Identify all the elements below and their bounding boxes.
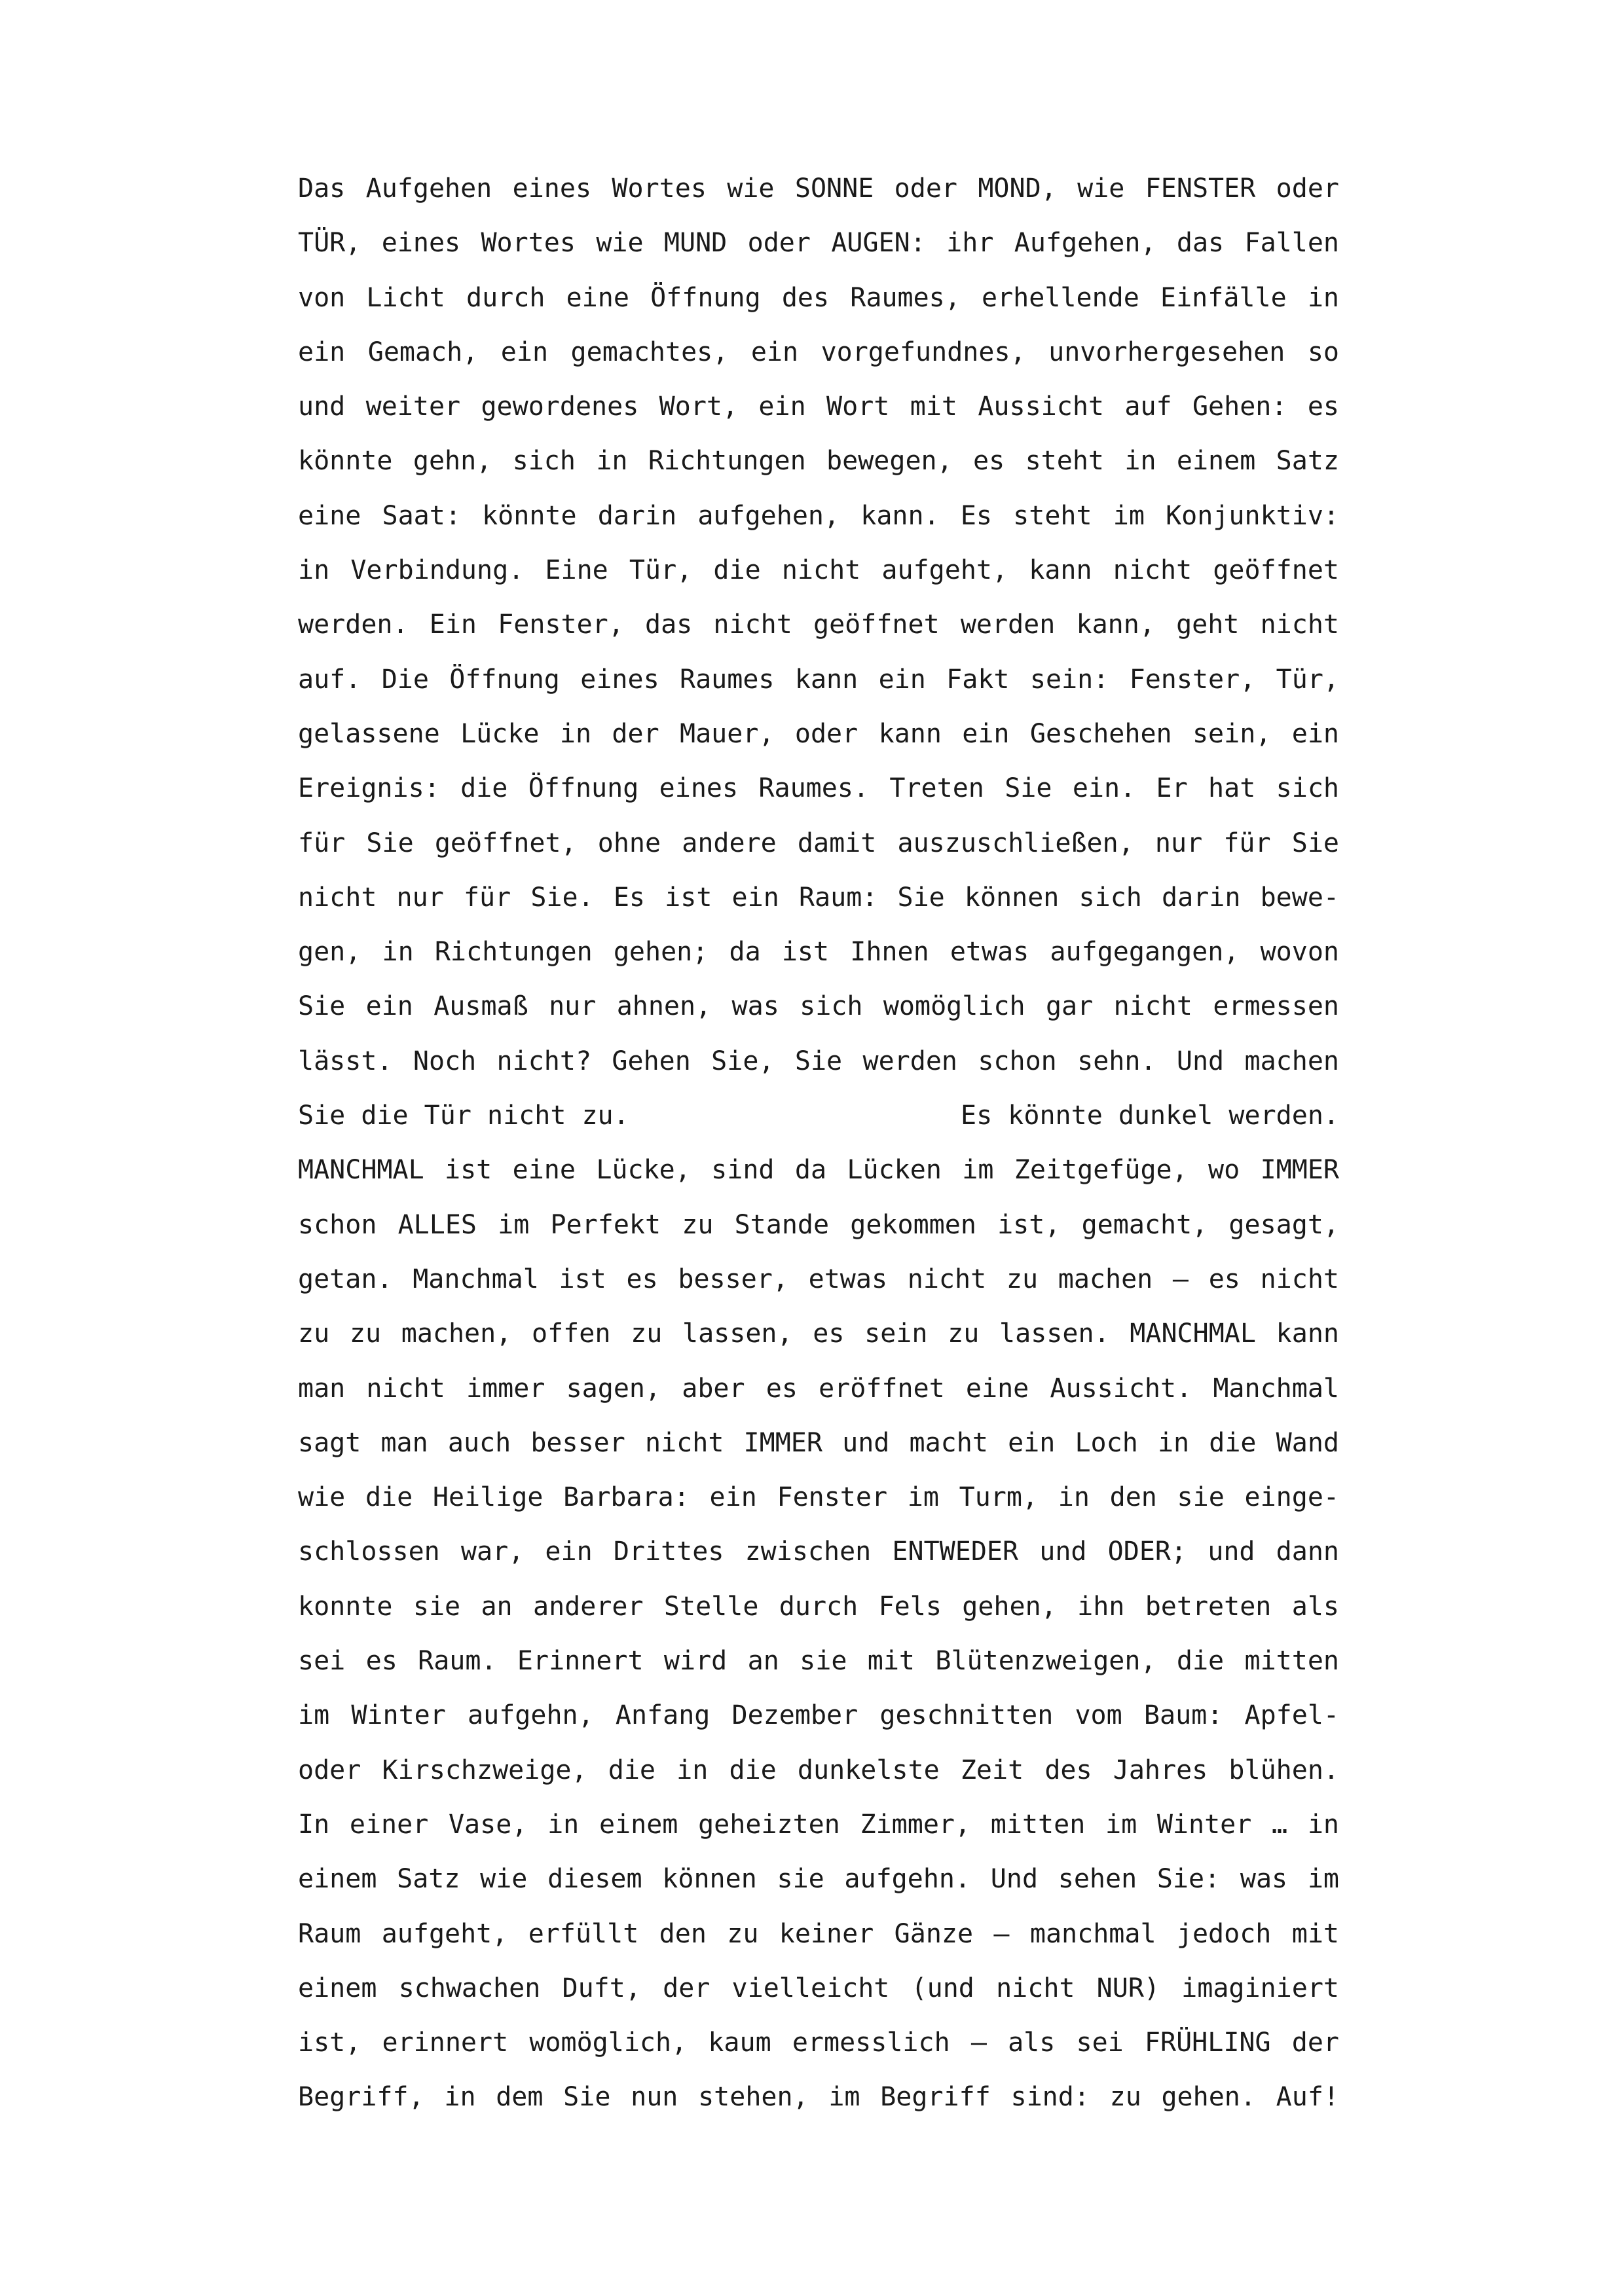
text-line: schon ALLES im Perfekt zu Stande gekommen ist, gemacht, gesagt, — [298, 1209, 1339, 1240]
text-line: einem Satz wie diesem können sie aufgehn. Und sehen Sie: was im — [298, 1864, 1339, 1895]
text-line: und weiter gewordenes Wort, ein Wort mit Aussicht auf Gehen: es — [298, 392, 1339, 422]
text-line: im Winter aufgehn, Anfang Dezember geschnitten vom Baum: Apfel- — [298, 1700, 1339, 1731]
split-text-line — [298, 1096, 1339, 1150]
text-line: wie die Heilige Barbara: ein Fenster im Turm, in den sie einge- — [298, 1482, 1339, 1513]
text-line: schlossen war, ein Drittes zwischen ENTWEDER und ODER; und dann — [298, 1537, 1339, 1567]
text-line: ist, erinnert womöglich, kaum ermesslich – als sei FRÜHLING der — [298, 2028, 1339, 2058]
text-line: von Licht durch eine Öffnung des Raumes, erhellende Einfälle in — [298, 282, 1339, 313]
split-line-right: Es könnte dunkel werden. — [961, 1101, 1339, 1131]
text-line: sagt man auch besser nicht IMMER und macht ein Loch in die Wand — [298, 1427, 1339, 1458]
text-line: getan. Manchmal ist es besser, etwas nicht zu machen – es nicht — [298, 1264, 1339, 1294]
text-line: man nicht immer sagen, aber es eröffnet eine Aussicht. Manchmal — [298, 1373, 1339, 1404]
split-line-left: Sie die Tür nicht zu. — [298, 1101, 629, 1131]
text-line: ein Gemach, ein gemachtes, ein vorgefundnes, unvorhergesehen so — [298, 337, 1339, 367]
text-line: Ereignis: die Öffnung eines Raumes. Treten Sie ein. Er hat sich — [298, 773, 1339, 804]
text-line: auf. Die Öffnung eines Raumes kann ein Fakt sein: Fenster, Tür, — [298, 664, 1339, 695]
poem-text-block — [298, 169, 1339, 2132]
text-line: eine Saat: könnte darin aufgehen, kann. Es steht im Konjunktiv: — [298, 500, 1339, 531]
text-line: für Sie geöffnet, ohne andere damit auszuschließen, nur für Sie — [298, 828, 1339, 858]
text-line: könnte gehn, sich in Richtungen bewegen, es steht in einem Satz — [298, 446, 1339, 477]
text-line: TÜR, eines Wortes wie MUND oder AUGEN: ihr Aufgehen, das Fallen — [298, 228, 1339, 259]
text-line: einem schwachen Duft, der vielleicht (und nicht NUR) imaginiert — [298, 1973, 1339, 2003]
text-line: lässt. Noch nicht? Gehen Sie, Sie werden schon sehn. Und machen — [298, 1046, 1339, 1076]
text-line: Das Aufgehen eines Wortes wie SONNE oder MOND, wie FENSTER oder — [298, 173, 1339, 204]
text-line: MANCHMAL ist eine Lücke, sind da Lücken im Zeitgefüge, wo IMMER — [298, 1155, 1339, 1186]
text-line: gen, in Richtungen gehen; da ist Ihnen etwas aufgegangen, wovon — [298, 937, 1339, 968]
text-line: konnte sie an anderer Stelle durch Fels gehen, ihn betreten als — [298, 1591, 1339, 1622]
text-line: nicht nur für Sie. Es ist ein Raum: Sie können sich darin bewe- — [298, 882, 1339, 913]
text-line: sei es Raum. Erinnert wird an sie mit Blütenzweigen, die mitten — [298, 1646, 1339, 1677]
text-line: oder Kirschzweige, die in die dunkelste Zeit des Jahres blühen. — [298, 1755, 1339, 1785]
text-line: In einer Vase, in einem geheizten Zimmer, mitten im Winter … in — [298, 1809, 1339, 1840]
text-line: in Verbindung. Eine Tür, die nicht aufgeht, kann nicht geöffnet — [298, 555, 1339, 586]
text-line: Raum aufgeht, erfüllt den zu keiner Gänze – manchmal jedoch mit — [298, 1918, 1339, 1949]
text-line: werden. Ein Fenster, das nicht geöffnet werden kann, geht nicht — [298, 610, 1339, 640]
text-line: Begriff, in dem Sie nun stehen, im Begriff sind: zu gehen. Auf! — [298, 2082, 1339, 2113]
text-line: Sie ein Ausmaß nur ahnen, was sich womöglich gar nicht ermessen — [298, 991, 1339, 1022]
text-line: zu zu machen, offen zu lassen, es sein zu lassen. MANCHMAL kann — [298, 1319, 1339, 1349]
text-line: gelassene Lücke in der Mauer, oder kann ein Geschehen sein, ein — [298, 718, 1339, 749]
